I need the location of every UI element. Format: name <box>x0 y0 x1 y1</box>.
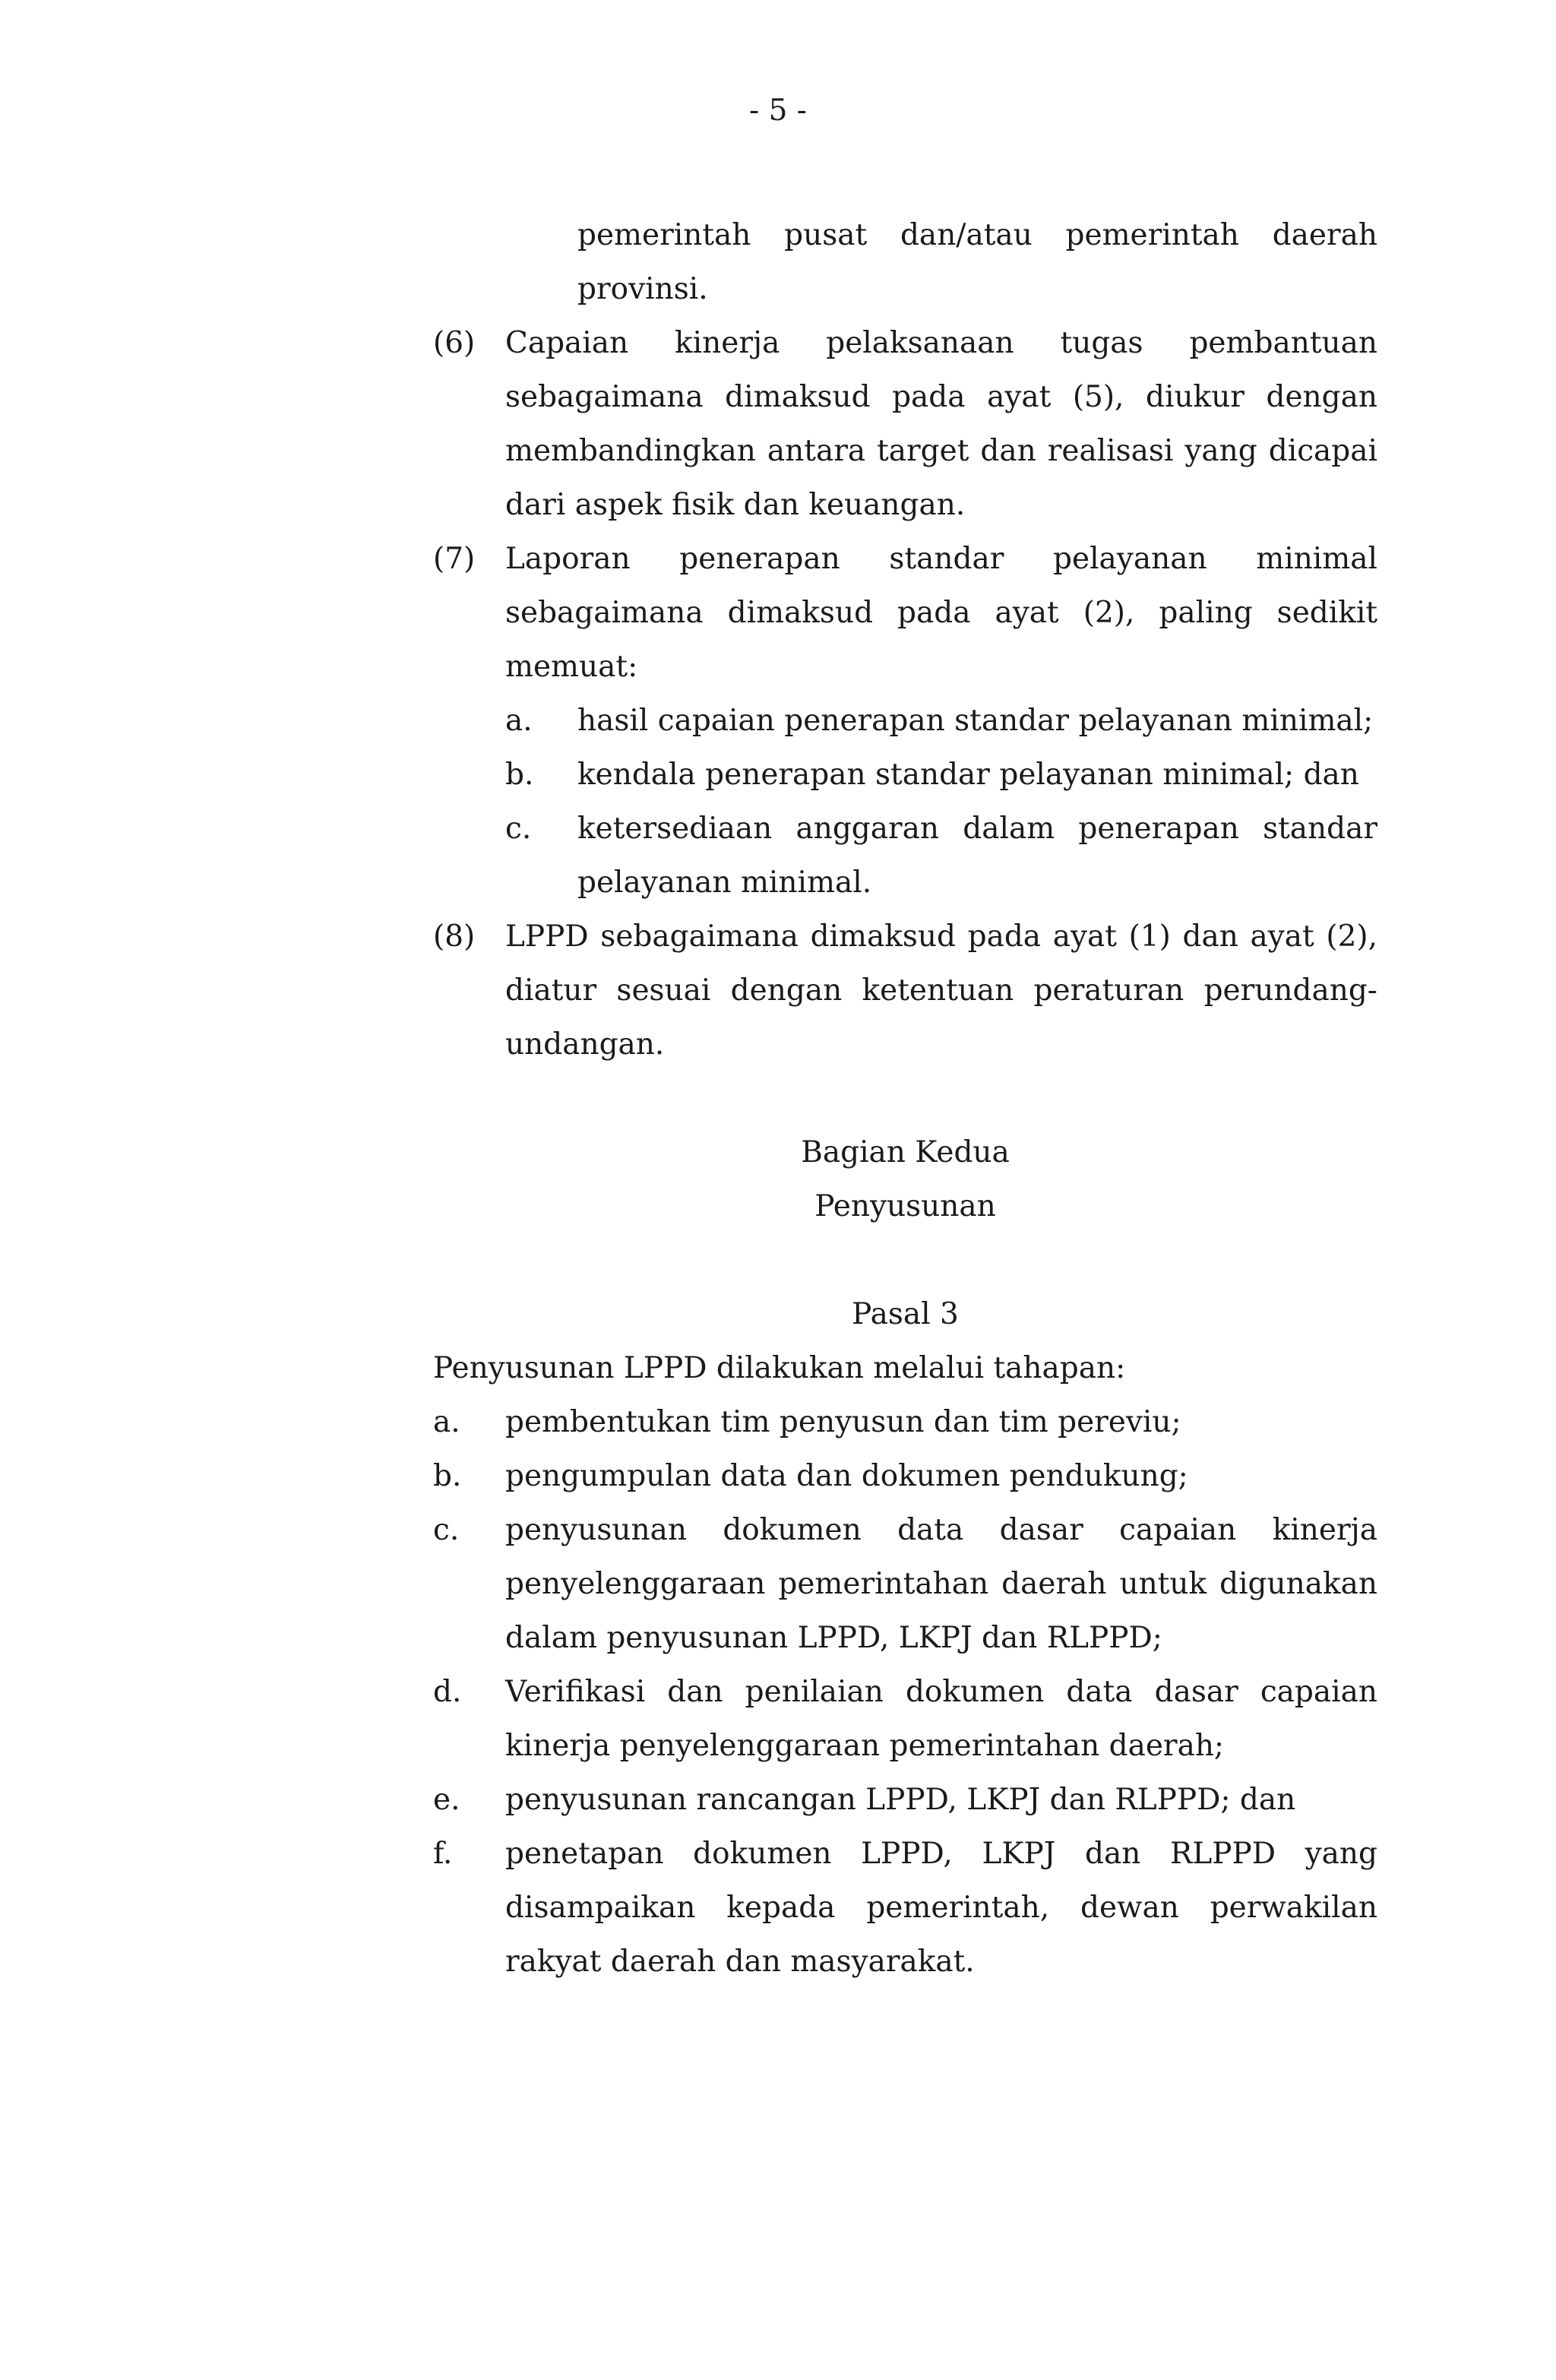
list-text: penyusunan rancangan LPPD, LKPJ dan RLPPD; dan <box>505 1783 1296 1817</box>
list-text: kendala penerapan standar pelayanan minimal; dan <box>577 758 1359 792</box>
ayat-8 <box>433 910 1377 1071</box>
list-item <box>433 1665 1377 1773</box>
list-label: a. <box>505 704 533 738</box>
list-label: c. <box>505 812 532 846</box>
list-item <box>433 1449 1377 1503</box>
page-number: - 5 - <box>749 93 807 128</box>
list-text: Verifikasi dan penilaian dokumen data dasar capaian kinerja penyelenggaraan pemerintahan daerah; <box>505 1675 1377 1763</box>
ayat-text: Laporan penerapan standar pelayanan minimal sebagaimana dimaksud pada ayat (2), paling sedikit memuat: <box>505 542 1377 684</box>
list-item <box>433 1395 1377 1449</box>
list-item <box>433 1773 1377 1827</box>
list-label: b. <box>505 758 534 792</box>
section-part-heading: Bagian Kedua <box>801 1135 1010 1169</box>
ayat-number: (8) <box>433 919 476 954</box>
ayat-text: LPPD sebagaimana dimaksud pada ayat (1) dan ayat (2), diatur sesuai dengan ketentuan peraturan perundang-undangan. <box>505 919 1377 1062</box>
continuation-paragraph: pemerintah pusat dan/atau pemerintah daerah provinsi. <box>577 218 1377 306</box>
list-item <box>505 802 1377 910</box>
spacer <box>433 1071 1377 1125</box>
list-text: pembentukan tim penyusun dan tim pereviu; <box>505 1405 1181 1439</box>
list-text: hasil capaian penerapan standar pelayanan minimal; <box>577 704 1374 738</box>
list-item <box>505 748 1377 802</box>
list-text: penyusunan dokumen data dasar capaian kinerja penyelenggaraan pemerintahan daerah untuk digunakan dalam penyusunan LPPD, LKPJ dan RLPPD; <box>505 1513 1377 1655</box>
ayat-6 <box>433 316 1377 532</box>
list-label: a. <box>433 1405 460 1439</box>
list-text: pengumpulan data dan dokumen pendukung; <box>505 1459 1188 1493</box>
list-item <box>433 1827 1377 1989</box>
list-label: b. <box>433 1459 462 1493</box>
list-item <box>433 1503 1377 1665</box>
pasal-intro: Penyusunan LPPD dilakukan melalui tahapan: <box>433 1351 1126 1385</box>
spacer <box>433 1233 1377 1287</box>
list-text: ketersediaan anggaran dalam penerapan standar pelayanan minimal. <box>577 812 1377 900</box>
ayat-number: (7) <box>433 542 476 576</box>
list-label: e. <box>433 1783 460 1817</box>
ayat-number: (6) <box>433 326 476 360</box>
list-label: f. <box>433 1837 453 1871</box>
list-text: penetapan dokumen LPPD, LKPJ dan RLPPD yang disampaikan kepada pemerintah, dewan perwakilan rakyat daerah dan masyarakat. <box>505 1837 1377 1979</box>
list-label: c. <box>433 1513 460 1547</box>
list-label: d. <box>433 1675 462 1709</box>
section-title: Penyusunan <box>814 1189 996 1223</box>
list-item <box>505 694 1377 748</box>
document-body <box>433 208 1377 1989</box>
ayat-text: Capaian kinerja pelaksanaan tugas pembantuan sebagaimana dimaksud pada ayat (5), diukur dengan membandingkan antara target dan realisasi yang dicapai dari aspek fisik dan keuangan. <box>505 326 1377 522</box>
ayat-7 <box>433 532 1377 694</box>
pasal-heading: Pasal 3 <box>852 1297 959 1331</box>
